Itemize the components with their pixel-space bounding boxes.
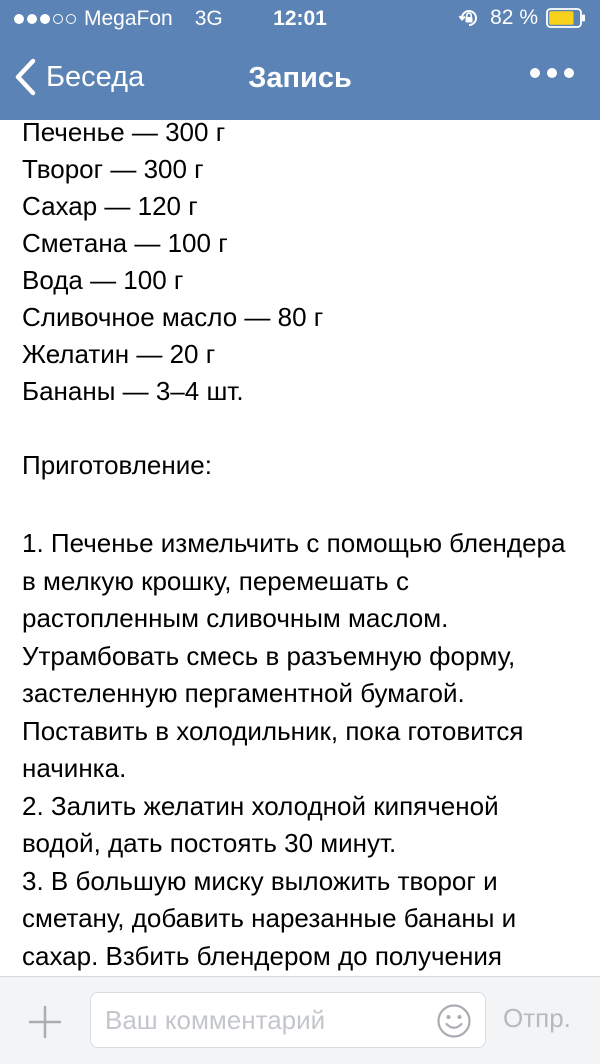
comment-bar [0,976,600,1064]
smiley-icon[interactable] [436,1003,472,1039]
plus-icon[interactable] [28,1005,62,1039]
status-right [458,6,586,30]
battery-icon [546,8,586,28]
step-item: 2. Залить желатин холодной кипяченой водой, дать постоять 30 минут. [22,790,499,858]
ingredient-item: Желатин — 20 г [22,339,216,369]
more-options-icon[interactable] [530,68,574,78]
ingredient-item: Сливочное масло — 80 г [22,302,324,332]
carrier-name: MegaFon [84,7,173,30]
ingredient-item: Творог — 300 г [22,154,204,184]
status-bar [0,0,600,40]
ingredient-item: Сахар — 120 г [22,191,198,221]
step-item: 1. Печенье измельчить с помощью блендера в мелкую крошку, перемешать с растопленным сливочным маслом. Утрамбовать смесь в разъемную форму, застеленную пергаментной бумагой. Поставить в холодильник, пока готовится начинка. [22,528,566,783]
ingredient-item: Сметана — 100 г [22,228,228,258]
ingredient-list [22,120,582,410]
page-title: Запись [248,62,352,94]
ingredient-item: Вода — 100 г [22,265,184,295]
ingredient-item: Печенье — 300 г [22,120,226,147]
battery-percentage: 82 % [490,6,538,29]
status-time: 12:01 [273,7,327,30]
step-list [22,525,582,975]
ingredient-item: Бананы — 3–4 шт. [22,376,244,406]
back-label: Беседа [46,60,145,93]
send-button[interactable]: Отпр. [503,1003,571,1033]
header [0,0,600,120]
preparation-heading: Приготовление: [22,450,212,480]
comment-input[interactable] [90,992,486,1048]
step-item: 3. В большую миску выложить творог и сметану, добавить нарезанные бананы и сахар. Взбить блендером до получения [22,865,517,971]
rotation-lock-icon [458,7,480,29]
navigation-bar [0,40,600,120]
post-content [22,120,582,976]
network-type: 3G [194,7,223,30]
